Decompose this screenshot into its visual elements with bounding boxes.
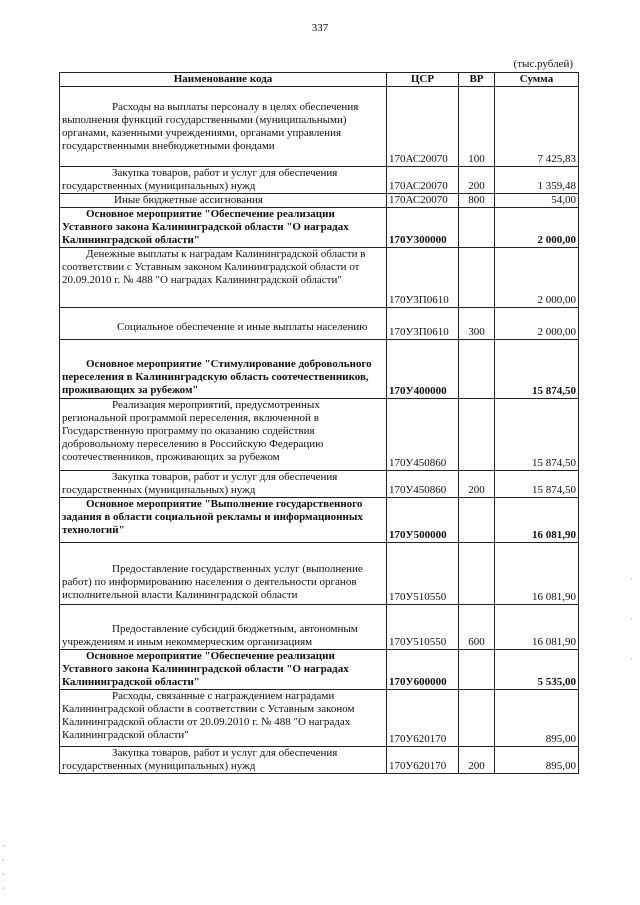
row-vr: 600: [459, 605, 495, 650]
row-name: Расходы, связанные с награждением наградами Калининградской области в соответствии с Уставным законом Калининградской области от 20.09.2010 г. № 488 "О наградах Калининградской области": [62, 690, 355, 741]
row-name: Предоставление субсидий бюджетным, автономным учреждениям и иным некоммерческим организациям: [62, 623, 358, 648]
row-vr: [459, 208, 495, 248]
table-row: [60, 747, 579, 774]
scan-edge-marks: · · ·: [630, 575, 633, 664]
row-vr: 100: [459, 87, 495, 167]
table-row-bold: [60, 340, 579, 399]
row-vr: 200: [459, 471, 495, 498]
row-sum: 16 081,90: [495, 543, 579, 605]
header-name: Наименование кода: [60, 73, 387, 87]
row-csr: 170У3П0610: [387, 248, 459, 308]
row-vr: [459, 690, 495, 747]
page-number: 337: [311, 22, 329, 34]
row-csr: 170У500000: [387, 498, 459, 543]
row-name: Реализация мероприятий, предусмотренных региональной программой переселения, включенной в Государственную программу по оказанию содействия добровольному переселению в Российскую Федерацию соотечественников, проживающих за рубежом: [62, 399, 324, 463]
row-sum: 1 359,48: [495, 167, 579, 194]
row-csr: 170У3П0610: [387, 308, 459, 340]
row-name: Основное мероприятие "Обеспечение реализации Уставного закона Калининградской области "О наградах Калининградской области": [62, 650, 349, 688]
row-sum: 5 535,00: [495, 650, 579, 690]
row-csr: 170У600000: [387, 650, 459, 690]
table-row: [60, 690, 579, 747]
row-vr: 200: [459, 747, 495, 774]
header-csr: ЦСР: [387, 73, 459, 87]
row-sum: 2 000,00: [495, 248, 579, 308]
row-name: Расходы на выплаты персоналу в целях обеспечения выполнения функций государственными (муниципальными) органами, казенными учреждениями, органами управления государственными внебюджетными фондами: [62, 101, 359, 152]
row-csr: 170У620170: [387, 747, 459, 774]
row-name: Социальное обеспечение и иные выплаты населению: [117, 321, 368, 333]
row-vr: [459, 650, 495, 690]
row-sum: 15 874,50: [495, 399, 579, 471]
row-csr: 170У450860: [387, 399, 459, 471]
row-vr: [459, 399, 495, 471]
units-label: (тыс.рублей): [513, 58, 573, 70]
header-vr: ВР: [459, 73, 495, 87]
header-sum: Сумма: [495, 73, 579, 87]
table-row: [60, 194, 579, 208]
row-csr: 170У450860: [387, 471, 459, 498]
table-row: [60, 543, 579, 605]
row-vr: [459, 498, 495, 543]
table-row-bold: [60, 208, 579, 248]
row-csr: 170АС20070: [387, 167, 459, 194]
row-name: Предоставление государственных услуг (выполнение работ) по информированию населения о деятельности органов исполнительной власти Калининградской области: [62, 563, 363, 601]
row-name: Иные бюджетные ассигнования: [114, 194, 263, 206]
table-row: [60, 605, 579, 650]
budget-table: [59, 72, 579, 774]
table-row: [60, 87, 579, 167]
table-row: [60, 167, 579, 194]
row-csr: 170У510550: [387, 543, 459, 605]
row-sum: 2 000,00: [495, 208, 579, 248]
table-row: [60, 471, 579, 498]
row-name: Основное мероприятие "Обеспечение реализации Уставного закона Калининградской области "О наградах Калининградской области": [62, 208, 349, 246]
row-csr: 170У400000: [387, 340, 459, 399]
row-name: Основное мероприятие "Выполнение государственного задания в области социальной рекламы и информационных технологий": [62, 498, 363, 536]
table-row-bold: [60, 650, 579, 690]
row-csr: 170У620170: [387, 690, 459, 747]
scan-margin-marks: · · · ·: [2, 842, 5, 893]
row-vr: [459, 543, 495, 605]
row-vr: 300: [459, 308, 495, 340]
row-csr: 170У300000: [387, 208, 459, 248]
row-sum: 16 081,90: [495, 605, 579, 650]
row-sum: 16 081,90: [495, 498, 579, 543]
row-csr: 170У510550: [387, 605, 459, 650]
table-row-bold: [60, 498, 579, 543]
row-vr: 800: [459, 194, 495, 208]
table-row: [60, 399, 579, 471]
table-row: [60, 248, 579, 308]
row-name: Закупка товаров, работ и услуг для обеспечения государственных (муниципальных) нужд: [62, 747, 338, 772]
row-vr: [459, 248, 495, 308]
row-sum: 895,00: [495, 690, 579, 747]
row-sum: 15 874,50: [495, 471, 579, 498]
row-name: Закупка товаров, работ и услуг для обеспечения государственных (муниципальных) нужд: [62, 167, 338, 192]
row-vr: 200: [459, 167, 495, 194]
table-header-row: [60, 73, 579, 87]
row-name: Закупка товаров, работ и услуг для обеспечения государственных (муниципальных) нужд: [62, 471, 338, 496]
row-sum: 15 874,50: [495, 340, 579, 399]
row-vr: [459, 340, 495, 399]
row-csr: 170АС20070: [387, 87, 459, 167]
row-sum: 54,00: [495, 194, 579, 208]
row-name: Основное мероприятие "Стимулирование добровольного переселения в Калининградскую область соотечественников, проживающих за рубежом": [62, 358, 372, 396]
row-sum: 895,00: [495, 747, 579, 774]
row-csr: 170АС20070: [387, 194, 459, 208]
row-sum: 7 425,83: [495, 87, 579, 167]
table-row: [60, 308, 579, 340]
row-sum: 2 000,00: [495, 308, 579, 340]
row-name: Денежные выплаты к наградам Калининградской области в соответствии с Уставным законом Калининградской области от 20.09.2010 г. № 488 "О наградах Калининградской области": [62, 248, 366, 286]
